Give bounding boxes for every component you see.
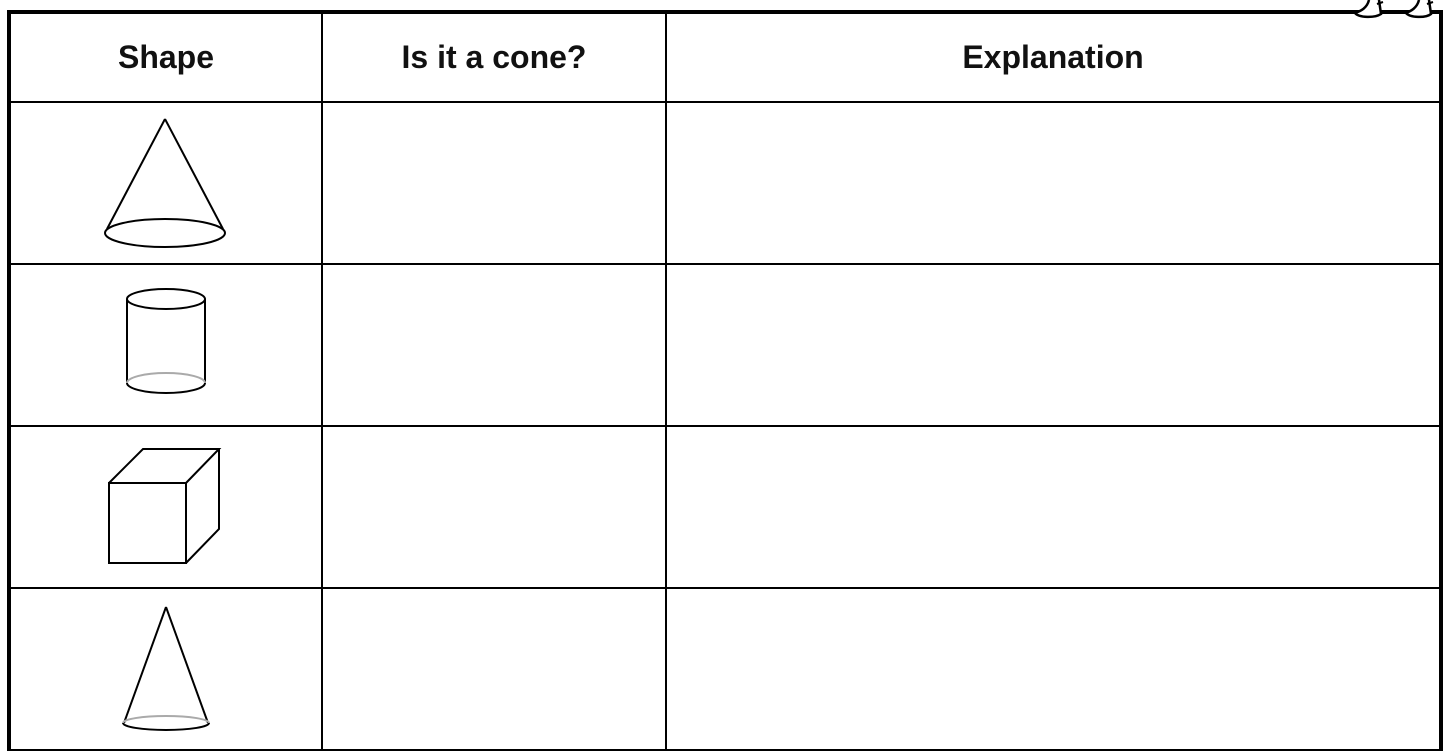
is-cone-answer-cell[interactable] (322, 102, 666, 264)
table-row (9, 102, 1441, 264)
explanation-answer-cell[interactable] (666, 588, 1441, 750)
table-row (9, 588, 1441, 750)
cylinder-icon (121, 285, 211, 405)
table-header-row (9, 12, 1441, 102)
worksheet (7, 10, 1443, 743)
shape-cell (9, 264, 322, 426)
character-feet-icon (1279, 0, 1449, 22)
explanation-answer-cell[interactable] (666, 102, 1441, 264)
shape-cell (9, 588, 322, 750)
is-cone-answer-cell[interactable] (322, 264, 666, 426)
explanation-answer-cell[interactable] (666, 264, 1441, 426)
explanation-answer-cell[interactable] (666, 426, 1441, 588)
shape-cell (9, 102, 322, 264)
table-row (9, 426, 1441, 588)
table-row (9, 264, 1441, 426)
header-shape: Shape (9, 12, 322, 102)
is-cone-answer-cell[interactable] (322, 588, 666, 750)
is-cone-answer-cell[interactable] (322, 426, 666, 588)
header-is-cone: Is it a cone? (322, 12, 666, 102)
cone-classification-table (7, 10, 1443, 751)
cone-icon (96, 113, 236, 253)
tall-cone-icon (116, 603, 216, 735)
cube-icon (106, 445, 226, 569)
header-explanation: Explanation (666, 12, 1441, 102)
shape-cell (9, 426, 322, 588)
